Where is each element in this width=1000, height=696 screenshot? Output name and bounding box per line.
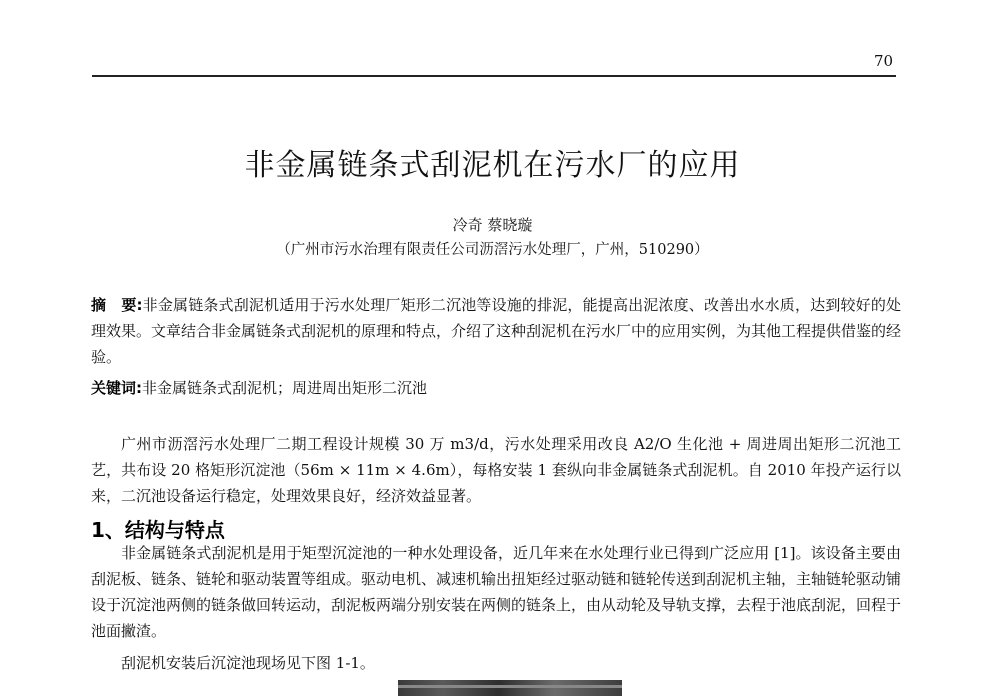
keywords [91,375,901,401]
header-rule [92,75,896,77]
authors: 冷奇 蔡晓璇 [452,216,533,234]
section-heading: 1、结构与特点 [91,518,225,542]
paper-title: 非金属链条式刮泥机在污水厂的应用 [244,148,741,183]
figure-reference: 刮泥机安装后沉淀池现场见下图 1-1。 [121,654,375,672]
keywords-text: 非金属链条式刮泥机；周进周出矩形二沉池 [142,379,428,397]
abstract [91,292,901,370]
section-paragraph: 非金属链条式刮泥机是用于矩型沉淀池的一种水处理设备，近几年来在水处理行业已得到广泛应用 [1]。该设备主要由刮泥板、链条、链轮和驱动装置等组成。驱动电机、减速机输出扭矩经过驱动链和链轮传送到刮泥机主轴，主轴链轮驱动铺设于沉淀池两侧的链条做回转运动，刮泥板两端分别安装在两侧的链条上，由从动轮及导轨支撑，去程于池底刮泥，回程于池面撇渣。 [91,544,902,640]
page-number: 70 [874,52,894,70]
abstract-label: 摘 要: [91,296,143,314]
abstract-text: 非金属链条式刮泥机适用于污水处理厂矩形二沉池等设施的排泥，能提高出泥浓度、改善出水水质，达到较好的处理效果。文章结合非金属链条式刮泥机的原理和特点，介绍了这种刮泥机在污水厂中的应用实例，为其他工程提供借鉴的经验。 [91,296,902,366]
keywords-label: 关键词: [91,379,142,397]
intro-paragraph: 广州市沥滘污水处理厂二期工程设计规模 30 万 m3/d，污水处理采用改良 A2/O 生化池 + 周进周出矩形二沉池工艺，共布设 20 格矩形沉淀池（56m × 11m × 4.6m），每格安装 1 套纵向非金属链条式刮泥机。自 2010 年投产运行以来，二沉池设备运行稳定，处理效果良好，经济效益显著。 [91,435,901,505]
affiliation: （广州市污水治理有限责任公司沥滘污水处理厂，广州，510290） [276,242,709,258]
figure-photo-top [398,680,622,696]
